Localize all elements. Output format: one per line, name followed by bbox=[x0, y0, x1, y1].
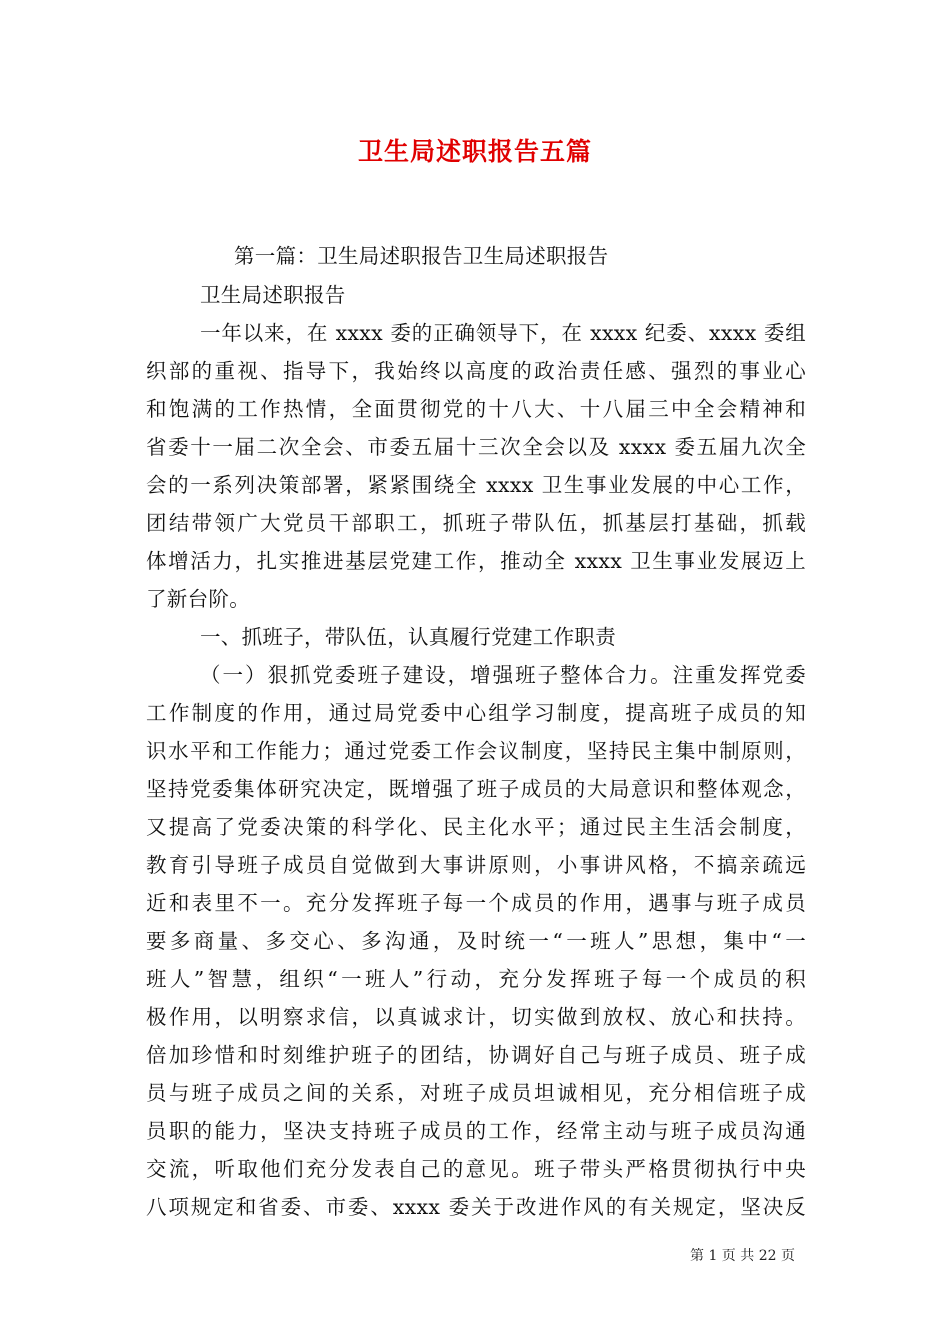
paragraph-line: 要多商量、多交心、多沟通，及时统一“一班人”思想，集中“一 bbox=[146, 929, 806, 953]
paragraph-line: 一年以来，在 xxxx 委的正确领导下，在 xxxx 纪委、xxxx 委组 bbox=[200, 321, 806, 345]
paragraph-line: 会的一系列决策部署，紧紧围绕全 xxxx 卫生事业发展的中心工作， bbox=[146, 473, 806, 497]
page-number: 第 1 页 共 22 页 bbox=[690, 1248, 795, 1264]
paragraph-line: 班人”智慧，组织“一班人”行动，充分发挥班子每一个成员的积 bbox=[146, 967, 806, 991]
paragraph-line: 体增活力，扎实推进基层党建工作，推动全 xxxx 卫生事业发展迈上 bbox=[146, 549, 806, 573]
paragraph-line: 员与班子成员之间的关系，对班子成员坦诚相见，充分相信班子成 bbox=[146, 1081, 806, 1105]
paragraph-line: 了新台阶。 bbox=[146, 587, 250, 611]
paragraph-line: 极作用，以明察求信，以真诚求计，切实做到放权、放心和扶持。 bbox=[146, 1005, 806, 1029]
report-subtitle: 卫生局述职报告 bbox=[200, 283, 346, 307]
paragraph-line: 工作制度的作用，通过局党委中心组学习制度，提高班子成员的知 bbox=[146, 701, 806, 725]
paragraph-line: 又提高了党委决策的科学化、民主化水平；通过民主生活会制度， bbox=[146, 815, 806, 839]
paragraph-line: 织部的重视、指导下，我始终以高度的政治责任感、强烈的事业心 bbox=[146, 359, 806, 383]
paragraph-line: 员职的能力，坚决支持班子成员的工作，经常主动与班子成员沟通 bbox=[146, 1119, 806, 1143]
paragraph-line: 近和表里不一。充分发挥班子每一个成员的作用，遇事与班子成员 bbox=[146, 891, 806, 915]
paragraph-line: 八项规定和省委、市委、xxxx 委关于改进作风的有关规定，坚决反 bbox=[146, 1195, 806, 1219]
section-heading-2: 一、抓班子，带队伍，认真履行党建工作职责 bbox=[200, 625, 616, 649]
section-heading-1: 第一篇：卫生局述职报告卫生局述职报告 bbox=[234, 244, 609, 268]
paragraph-line: 团结带领广大党员干部职工，抓班子带队伍，抓基层打基础，抓载 bbox=[146, 511, 806, 535]
document-title: 卫生局述职报告五篇 bbox=[357, 137, 592, 166]
paragraph-line: 识水平和工作能力；通过党委工作会议制度，坚持民主集中制原则， bbox=[146, 739, 806, 763]
paragraph-line: 坚持党委集体研究决定，既增强了班子成员的大局意识和整体观念， bbox=[146, 777, 806, 801]
paragraph-line: 教育引导班子成员自觉做到大事讲原则，小事讲风格，不搞亲疏远 bbox=[146, 853, 806, 877]
paragraph-line: （一）狠抓党委班子建设，增强班子整体合力。注重发挥党委 bbox=[200, 663, 806, 687]
paragraph-line: 和饱满的工作热情，全面贯彻党的十八大、十八届三中全会精神和 bbox=[146, 397, 806, 421]
paragraph-line: 省委十一届二次全会、市委五届十三次全会以及 xxxx 委五届九次全 bbox=[146, 435, 806, 459]
paragraph-line: 交流，听取他们充分发表自己的意见。班子带头严格贯彻执行中央 bbox=[146, 1157, 806, 1181]
paragraph-line: 倍加珍惜和时刻维护班子的团结，协调好自己与班子成员、班子成 bbox=[146, 1043, 806, 1067]
